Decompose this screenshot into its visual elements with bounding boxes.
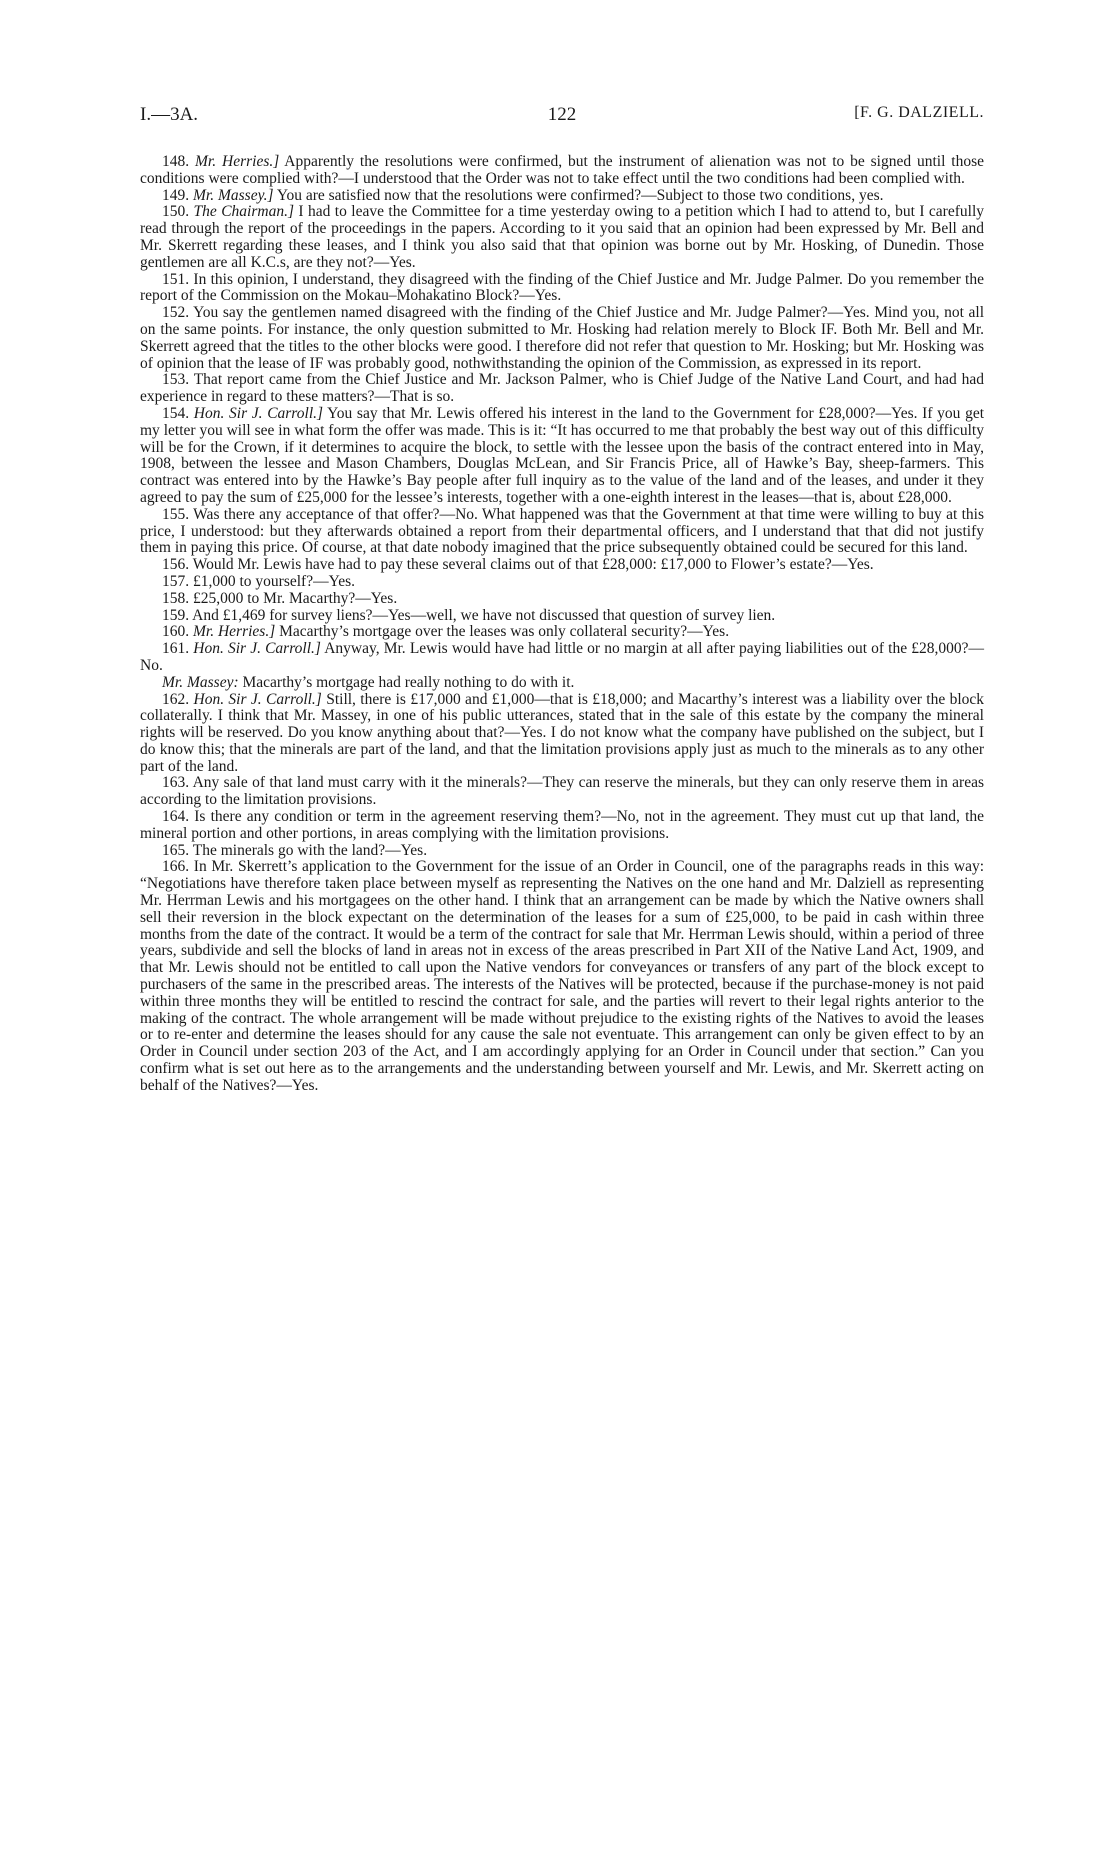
- paragraph-text: The minerals go with the land?—Yes.: [192, 841, 428, 859]
- question-number: 161.: [162, 640, 190, 658]
- question-number: 162.: [162, 690, 190, 708]
- paper-reference: I.—3A.: [140, 104, 199, 125]
- transcript-paragraph: [140, 591, 984, 608]
- paragraph-text: Apparently the resolutions were confirmed, but the instrument of alienation was not to be signed until those conditions were complied with?—I understood that the Order was not to take effect until the two conditions had been complied with.: [140, 153, 984, 187]
- speaker-label: Hon. Sir J. Carroll.]: [193, 640, 321, 658]
- paragraph-text: I had to leave the Committee for a time yesterday owing to a petition which I had to attend to, but I carefully read through the report of the proceedings in the papers. According to it you said that an opinion had been expressed by Mr. Bell and Mr. Skerrett regarding these leases, and I think you also said that that opinion was borne out by Mr. Hosking, of Dunedin. Those gentlemen are all K.C.s, are they not?—Yes.: [140, 203, 984, 271]
- transcript-paragraph: [140, 507, 984, 557]
- paragraph-text: In this opinion, I understand, they disagreed with the finding of the Chief Justice and Mr. Judge Palmer. Do you remember the report of the Commission on the Mokau–Mohakatino Block?—Yes.: [140, 270, 984, 305]
- question-number: 155.: [162, 505, 190, 523]
- question-number: 164.: [162, 808, 190, 826]
- question-number: 159.: [162, 606, 190, 624]
- paragraph-text: And £1,469 for survey liens?—Yes—well, we have not discussed that question of survey lien.: [192, 606, 776, 624]
- page-header: [140, 104, 984, 134]
- transcript-paragraph: [140, 204, 984, 271]
- paragraph-text: You are satisfied now that the resolutions were confirmed?—Subject to those two conditions, yes.: [273, 186, 884, 204]
- paragraph-text: You say the gentlemen named disagreed with the finding of the Chief Justice and Mr. Judge Palmer?—Yes. Mind you, not all on the same points. For instance, the only question submitted to Mr. Hosking had relation merely to Block IF. Both Mr. Bell and Mr. Skerrett agreed that the titles to the other blocks were good. I therefore did not refer that question to Mr. Hosking; but Mr. Hosking was of opinion that the lease of IF was probably good, nothwithstanding the opinion of the Commission, as expressed in its report.: [140, 304, 984, 372]
- paragraph-text: Macarthy’s mortgage over the leases was only collateral security?—Yes.: [275, 623, 730, 641]
- speaker-label: Mr. Massey.]: [193, 186, 274, 204]
- question-number: 153.: [162, 371, 190, 389]
- transcript-paragraph: [140, 154, 984, 188]
- transcript-paragraph: [140, 305, 984, 372]
- speaker-label: The Chairman.]: [193, 203, 294, 221]
- paragraph-text: That report came from the Chief Justice and Mr. Jackson Palmer, who is Chief Judge of the Native Land Court, and had had experience in regard to these matters?—That is so.: [140, 371, 984, 406]
- transcript-paragraph: [140, 574, 984, 591]
- paragraph-text: Would Mr. Lewis have had to pay these several claims out of that £28,000: £17,000 to Flower’s estate?—Yes.: [192, 556, 874, 574]
- witness-name: [F. G. DALZIELL.: [854, 104, 984, 121]
- transcript-paragraph: [140, 188, 984, 205]
- question-number: 163.: [162, 774, 190, 792]
- paragraph-text: £25,000 to Mr. Macarthy?—Yes.: [193, 589, 398, 607]
- paragraph-text: Is there any condition or term in the agreement reserving them?—No, not in the agreement. They must cut up that land, the mineral portion and other portions, in areas complying with the limitation provisions.: [140, 808, 985, 842]
- paragraph-text: Any sale of that land must carry with it the minerals?—They can reserve the minerals, but they can only reserve them in areas according to the limitation provisions.: [140, 774, 984, 809]
- question-number: 158.: [162, 589, 190, 607]
- question-number: 157.: [162, 572, 190, 590]
- speaker-label: Hon. Sir J. Carroll.]: [193, 690, 322, 708]
- paragraph-text: Still, there is £17,000 and £1,000—that is £18,000; and Macarthy’s interest was a liability over the block collaterally. I think that Mr. Massey, in one of his public utterances, stated that in the sale of this estate by the company the mineral rights will be reserved. Do you know anything about that?—Yes. I do not know what the company have published on the subject, but I do know this; that the minerals are part of the land, and that the limitation provisions apply just as much to the minerals as to any other part of the land.: [140, 690, 985, 775]
- transcript-paragraph: [140, 406, 984, 507]
- speaker-label: Hon. Sir J. Carroll.]: [193, 404, 324, 422]
- question-number: 156.: [162, 556, 190, 574]
- transcript-body: [140, 154, 984, 1095]
- transcript-paragraph: [140, 775, 984, 809]
- question-number: 148.: [162, 153, 190, 170]
- question-number: 166.: [162, 858, 190, 876]
- transcript-paragraph: [140, 272, 984, 306]
- question-number: 154.: [162, 404, 190, 422]
- page-number: 122: [547, 104, 577, 125]
- question-number: 165.: [162, 841, 190, 859]
- transcript-paragraph: [140, 859, 984, 1094]
- transcript-paragraph: [140, 692, 984, 776]
- transcript-paragraph: [140, 843, 984, 860]
- speaker-label: Mr. Massey:: [162, 673, 239, 691]
- transcript-paragraph: [140, 557, 984, 574]
- transcript-paragraph: [140, 809, 984, 843]
- transcript-paragraph: [140, 372, 984, 406]
- speaker-label: Mr. Herries.]: [193, 623, 276, 641]
- paragraph-text: In Mr. Skerrett’s application to the Government for the issue of an Order in Council, one of the paragraphs reads in this way: “Negotiations have therefore taken place between myself as representing the Natives on the one hand and Mr. Dalziell as representing Mr. Herrman Lewis and his mortgagees on the other hand. I think that an arrangement can be made by which the Native owners shall sell their reversion in the block expectant on the determination of the leases for a sum of £25,000, to be paid in cash within three months from the date of the contract. It would be a term of the contract for sale that Mr. Herrman Lewis should, within a period of three years, subdivide and sell the blocks of land in areas not in excess of the areas prescribed in Part XII of the Native Land Act, 1909, and that Mr. Lewis should not be entitled to call upon the Native vendors for conveyances or transfers of any part of the block except to purchasers of the same in the prescribed areas. The interests of the Natives will be protected, because if the purchase-money is not paid within three months they will be entitled to rescind the contract for sale, and the parties will revert to their legal rights anterior to the making of the contract. The whole arrangement will be made without prejudice to the existing rights of the Natives to avoid the leases or to re-enter and determine the leases should for any cause the sale not eventuate. This arrangement can only be given effect to by an Order in Council under section 203 of the Act, and I am accordingly applying for an Order in Council under that section.” Can you confirm what is set out here as to the arrangements and the understanding between yourself and Mr. Lewis, and Mr. Skerrett acting on behalf of the Natives?—Yes.: [140, 858, 985, 1094]
- speaker-label: Mr. Herries.]: [195, 153, 280, 170]
- paragraph-text: Macarthy’s mortgage had really nothing to do with it.: [238, 673, 575, 691]
- transcript-paragraph: [140, 608, 984, 625]
- question-number: 150.: [162, 203, 190, 221]
- paragraph-text: Anyway, Mr. Lewis would have had little or no margin at all after paying liabilities out of the £28,000?—No.: [140, 640, 984, 674]
- transcript-paragraph: [140, 624, 984, 641]
- question-number: 152.: [162, 304, 190, 322]
- question-number: 149.: [162, 186, 190, 204]
- document-page: [140, 104, 984, 1095]
- question-number: 160.: [162, 623, 190, 641]
- paragraph-text: Was there any acceptance of that offer?—No. What happened was that the Government at that time were willing to buy at this price, I understood: but they afterwards obtained a report from their departmental officers, and I understand that that did not justify them in paying this price. Of course, at that date nobody imagined that the price subsequently obtained could be secured for this land.: [140, 505, 984, 557]
- question-number: 151.: [162, 270, 190, 288]
- paragraph-text: You say that Mr. Lewis offered his interest in the land to the Government for £28,000?—Yes. If you get my letter you will see in what form the offer was made. This is it: “It has occurred to me that probably the best way out of this difficulty will be for the Crown, if it determines to acquire the block, to settle with the lessee upon the basis of the contract entered into in May, 1908, between the lessee and Mason Chambers, Douglas McLean, and Sir Francis Price, all of Hawke’s Bay, sheep-farmers. This contract was entered into by the Hawke’s Bay people after full inquiry as to the value of the land and of the leases, and under it they agreed to pay the sum of £25,000 for the lessee’s interests, together with a one-eighth interest in the leases—that is, about £28,000.: [140, 404, 985, 506]
- paragraph-text: £1,000 to yourself?—Yes.: [193, 572, 356, 590]
- transcript-paragraph: [140, 675, 984, 692]
- transcript-paragraph: [140, 641, 984, 675]
